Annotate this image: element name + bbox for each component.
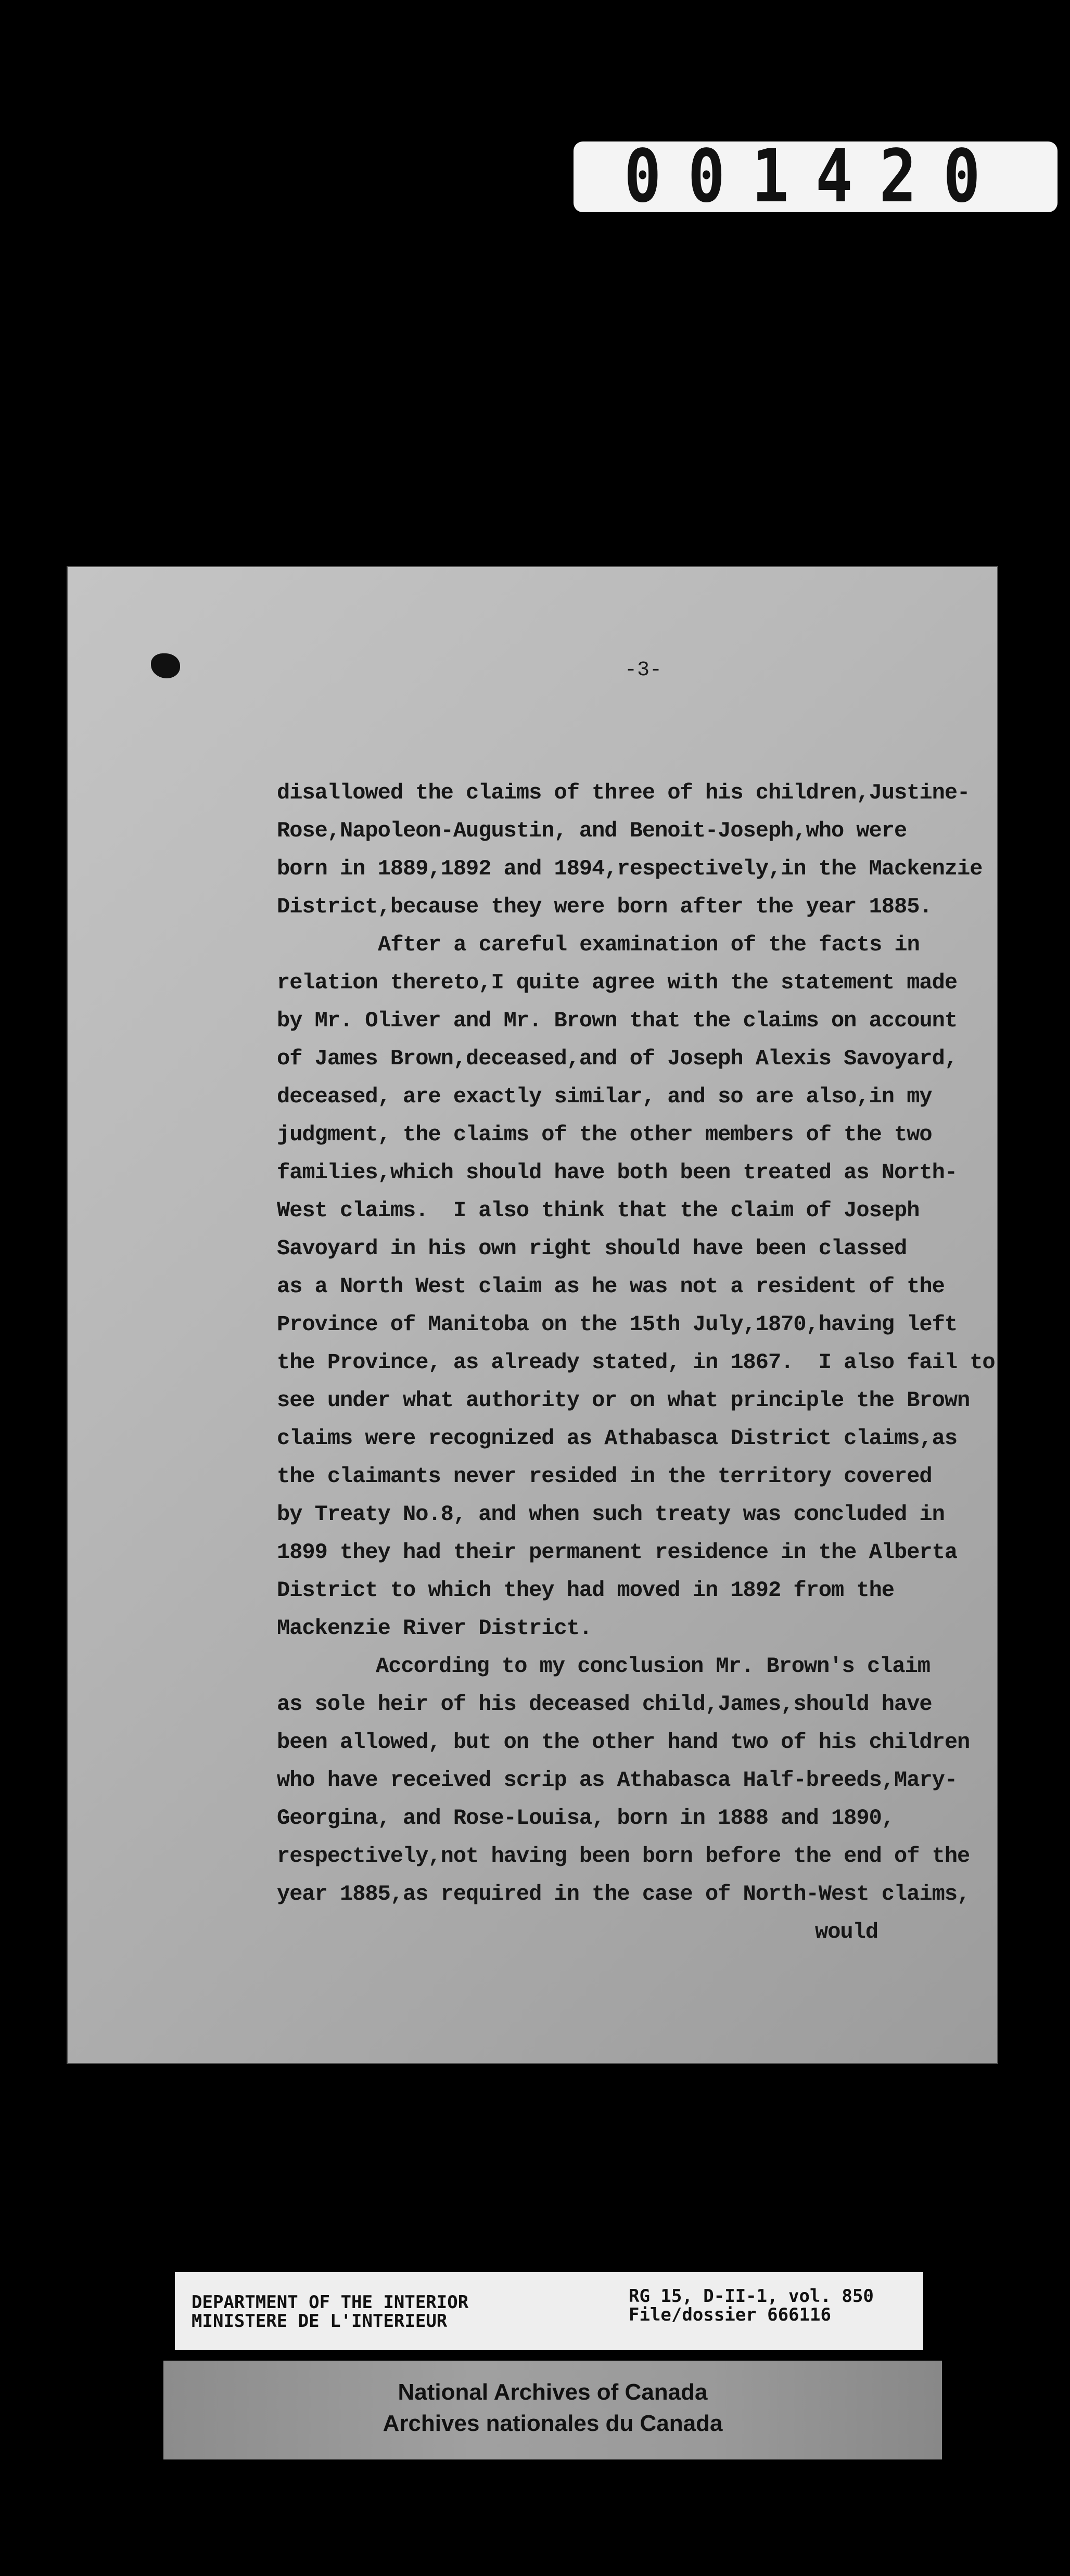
text-line: see under what authority or on what principle the Brown xyxy=(277,1388,970,1413)
archives-name-fr: Archives nationales du Canada xyxy=(383,2411,723,2436)
text-line: as sole heir of his deceased child,James,should have xyxy=(277,1692,932,1717)
text-line: of James Brown,deceased,and of Joseph Alexis Savoyard, xyxy=(277,1046,958,1071)
archive-reference-label xyxy=(175,2272,923,2350)
text-line: Savoyard in his own right should have been classed xyxy=(277,1236,907,1261)
page-number: -3- xyxy=(625,659,663,682)
text-line: After a careful examination of the facts in xyxy=(378,932,920,957)
national-archives-banner xyxy=(163,2361,942,2459)
text-line: District,because they were born after the year 1885. xyxy=(277,894,932,919)
punch-hole-mark xyxy=(151,653,180,678)
document-page xyxy=(67,566,998,2064)
department-name-en: DEPARTMENT OF THE INTERIOR xyxy=(192,2292,469,2313)
text-line: relation thereto,I quite agree with the statement made xyxy=(277,970,958,995)
text-line: been allowed, but on the other hand two of his children xyxy=(277,1730,970,1755)
text-line: by Mr. Oliver and Mr. Brown that the claims on account xyxy=(277,1008,958,1033)
text-line: the claimants never resided in the territory covered xyxy=(277,1464,932,1489)
text-line: families,which should have both been treated as North- xyxy=(277,1160,958,1185)
department-name-fr: MINISTERE DE L'INTERIEUR xyxy=(192,2311,448,2332)
text-line: the Province, as already stated, in 1867. I also fail to xyxy=(277,1350,995,1375)
text-line: respectively,not having been born before the end of the xyxy=(277,1844,970,1869)
text-line: by Treaty No.8, and when such treaty was concluded in xyxy=(277,1502,945,1527)
text-line: who have received scrip as Athabasca Half-breeds,Mary- xyxy=(277,1768,958,1793)
letter-body xyxy=(277,774,1026,1951)
text-line: District to which they had moved in 1892 from the xyxy=(277,1578,895,1603)
file-number: File/dossier 666116 xyxy=(629,2304,831,2325)
archives-name-en: National Archives of Canada xyxy=(398,2379,708,2405)
text-line: According to my conclusion Mr. Brown's claim xyxy=(376,1654,930,1679)
text-line: Rose,Napoleon-Augustin, and Benoit-Joseph,who were xyxy=(277,818,907,843)
text-line: claims were recognized as Athabasca District claims,as xyxy=(277,1426,958,1451)
department-block xyxy=(192,2293,468,2330)
text-line: would xyxy=(815,1920,878,1944)
text-line: judgment, the claims of the other members of the two xyxy=(277,1122,932,1147)
text-line: Georgina, and Rose-Louisa, born in 1888 and 1890, xyxy=(277,1806,895,1831)
record-group: RG 15, D-II-1, vol. 850 xyxy=(629,2286,874,2307)
reference-block xyxy=(629,2287,874,2324)
text-line: deceased, are exactly similar, and so are also,in my xyxy=(277,1084,932,1109)
frame-number-stamp xyxy=(574,134,1058,219)
text-line: Mackenzie River District. xyxy=(277,1616,592,1641)
text-line: 1899 they had their permanent residence in the Alberta xyxy=(277,1540,958,1565)
text-line: disallowed the claims of three of his children,Justine- xyxy=(277,780,970,805)
text-line: as a North West claim as he was not a resident of the xyxy=(277,1274,945,1299)
text-line: Province of Manitoba on the 15th July,1870,having left xyxy=(277,1312,958,1337)
frame-number-text: 001420 xyxy=(624,134,1007,219)
text-line: year 1885,as required in the case of North-West claims, xyxy=(277,1882,970,1907)
text-line: born in 1889,1892 and 1894,respectively,in the Mackenzie xyxy=(277,856,983,881)
text-line: West claims. I also think that the claim of Joseph xyxy=(277,1198,920,1223)
